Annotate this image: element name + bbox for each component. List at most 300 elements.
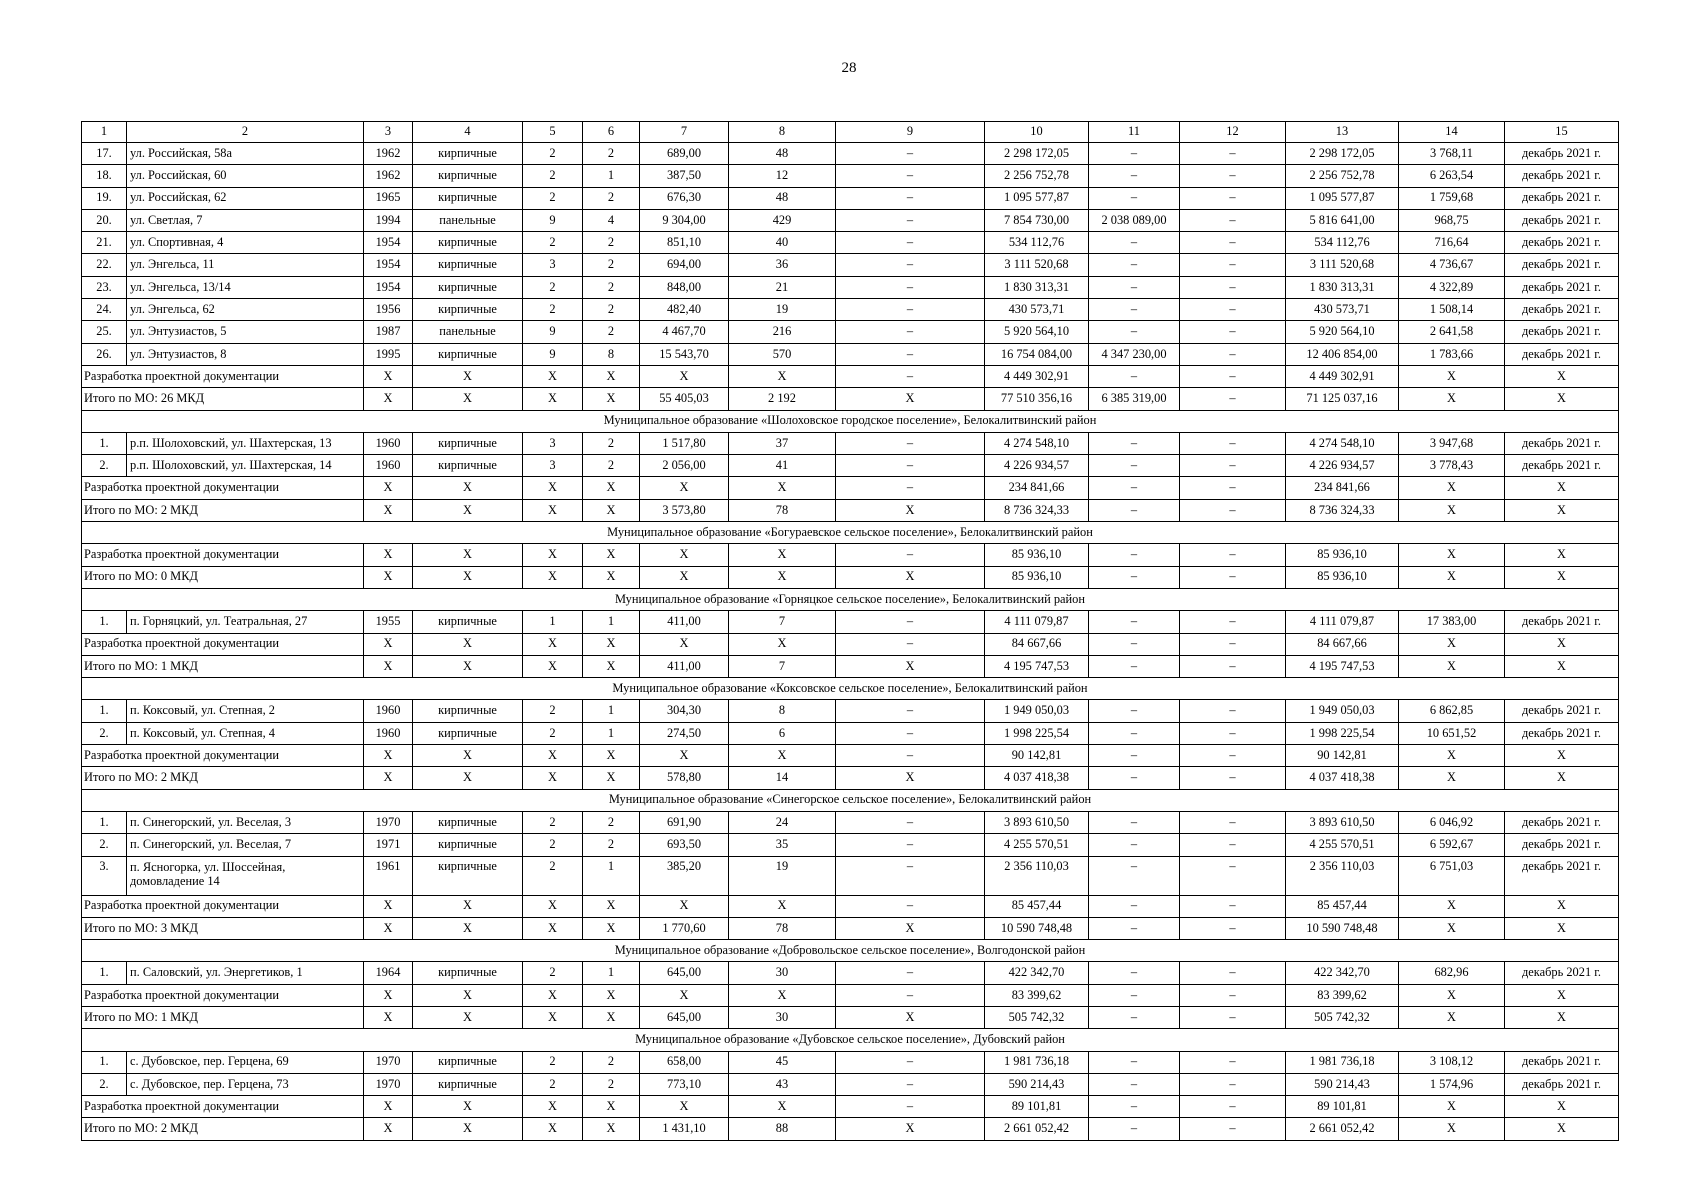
table-cell: 1962 <box>364 143 413 165</box>
table-cell: 4 449 302,91 <box>1286 365 1399 387</box>
table-cell: 2 <box>523 1051 583 1073</box>
table-cell: – <box>1180 499 1286 521</box>
table-cell: X <box>729 365 836 387</box>
table-cell: – <box>836 962 985 984</box>
table-cell: 2 056,00 <box>640 455 729 477</box>
table-cell: 30 <box>729 962 836 984</box>
table-cell: 90 142,81 <box>985 745 1089 767</box>
table-cell: 24. <box>82 299 127 321</box>
table-cell: – <box>1180 321 1286 343</box>
table-cell: 1 981 736,18 <box>985 1051 1089 1073</box>
table-cell: – <box>1180 811 1286 833</box>
table-cell: 430 573,71 <box>1286 299 1399 321</box>
column-number-header: 10 <box>985 122 1089 143</box>
table-cell: X <box>1505 388 1619 410</box>
table-cell: X <box>1505 917 1619 939</box>
table-cell: – <box>1180 365 1286 387</box>
table-cell: X <box>583 767 640 789</box>
table-cell: X <box>1505 1118 1619 1140</box>
table-cell: 422 342,70 <box>985 962 1089 984</box>
table-cell: 16 754 084,00 <box>985 343 1089 365</box>
address-cell: ул. Энгельса, 11 <box>127 254 364 276</box>
table-cell: X <box>1505 895 1619 917</box>
column-number-header: 11 <box>1089 122 1180 143</box>
table-cell: X <box>413 365 523 387</box>
table-cell: 694,00 <box>640 254 729 276</box>
table-cell: – <box>836 299 985 321</box>
table-cell: – <box>836 1073 985 1095</box>
table-cell: 88 <box>729 1118 836 1140</box>
table-cell: – <box>1089 187 1180 209</box>
table-cell: X <box>729 477 836 499</box>
table-cell: 85 936,10 <box>985 566 1089 588</box>
table-cell: X <box>523 633 583 655</box>
table-cell: 2 661 052,42 <box>985 1118 1089 1140</box>
table-cell: 4 274 548,10 <box>1286 432 1399 454</box>
summary-label: Итого по МО: 2 МКД <box>82 767 364 789</box>
table-cell: – <box>1089 254 1180 276</box>
table-cell: – <box>836 745 985 767</box>
table-cell: X <box>583 1118 640 1140</box>
table-cell: 2 661 052,42 <box>1286 1118 1399 1140</box>
table-cell: 1 998 225,54 <box>1286 722 1399 744</box>
table-cell: 505 742,32 <box>985 1006 1089 1028</box>
table-cell: 658,00 <box>640 1051 729 1073</box>
table-cell: 3 111 520,68 <box>1286 254 1399 276</box>
municipality-title: Муниципальное образование «Коксовское сельское поселение», Белокалитвинский район <box>82 678 1619 700</box>
address-cell: п. Синегорский, ул. Веселая, 3 <box>127 811 364 833</box>
table-cell: – <box>1089 611 1180 633</box>
table-cell: – <box>1180 343 1286 365</box>
table-cell: 1962 <box>364 165 413 187</box>
table-cell: 2 192 <box>729 388 836 410</box>
table-cell: X <box>583 499 640 521</box>
table-cell: 430 573,71 <box>985 299 1089 321</box>
table-cell: 2 <box>523 276 583 298</box>
table-cell: 5 920 564,10 <box>985 321 1089 343</box>
address-cell: п. Коксовый, ул. Степная, 4 <box>127 722 364 744</box>
table-cell: X <box>364 566 413 588</box>
table-cell: – <box>836 209 985 231</box>
table-cell: 6 385 319,00 <box>1089 388 1180 410</box>
table-cell: X <box>836 767 985 789</box>
table-cell: панельные <box>413 321 523 343</box>
table-cell: – <box>1089 1051 1180 1073</box>
table-cell: 422 342,70 <box>1286 962 1399 984</box>
table-cell: 590 214,43 <box>1286 1073 1399 1095</box>
table-cell: 590 214,43 <box>985 1073 1089 1095</box>
table-cell: – <box>836 432 985 454</box>
table-cell: 385,20 <box>640 856 729 895</box>
table-cell: X <box>413 895 523 917</box>
table-cell: X <box>523 984 583 1006</box>
table-cell: X <box>523 544 583 566</box>
table-cell: кирпичные <box>413 455 523 477</box>
table-cell: 83 399,62 <box>985 984 1089 1006</box>
table-cell: 234 841,66 <box>985 477 1089 499</box>
table-cell: – <box>1089 917 1180 939</box>
table-cell: 2 <box>523 232 583 254</box>
address-cell: п. Горняцкий, ул. Театральная, 27 <box>127 611 364 633</box>
table-cell: X <box>729 745 836 767</box>
table-cell: – <box>1089 276 1180 298</box>
table-cell: 2. <box>82 455 127 477</box>
table-cell: X <box>413 767 523 789</box>
summary-row <box>82 767 1619 789</box>
table-cell: декабрь 2021 г. <box>1505 343 1619 365</box>
table-cell: 4 255 570,51 <box>985 834 1089 856</box>
table-cell: X <box>1399 566 1505 588</box>
table-cell: 4 736,67 <box>1399 254 1505 276</box>
table-cell: 1 830 313,31 <box>1286 276 1399 298</box>
municipality-title: Муниципальное образование «Синегорское сельское поселение», Белокалитвинский район <box>82 789 1619 811</box>
table-cell: 19 <box>729 299 836 321</box>
table-cell: 1 759,68 <box>1399 187 1505 209</box>
table-cell: 7 <box>729 655 836 677</box>
table-row <box>82 1051 1619 1073</box>
table-cell: X <box>836 1118 985 1140</box>
table-cell: – <box>1180 917 1286 939</box>
table-cell: X <box>729 544 836 566</box>
table-cell: 7 <box>729 611 836 633</box>
table-cell: кирпичные <box>413 611 523 633</box>
table-cell: – <box>836 165 985 187</box>
table-cell: 682,96 <box>1399 962 1505 984</box>
table-cell: X <box>1505 1096 1619 1118</box>
summary-label: Итого по МО: 1 МКД <box>82 1006 364 1028</box>
table-cell: X <box>1399 365 1505 387</box>
table-cell: 1 <box>583 722 640 744</box>
municipality-title: Муниципальное образование «Добровольское сельское поселение», Волгодонской район <box>82 940 1619 962</box>
table-cell: 17 383,00 <box>1399 611 1505 633</box>
table-cell: 4 322,89 <box>1399 276 1505 298</box>
table-cell: декабрь 2021 г. <box>1505 1051 1619 1073</box>
address-cell: р.п. Шолоховский, ул. Шахтерская, 14 <box>127 455 364 477</box>
table-cell: 1 <box>523 611 583 633</box>
table-cell: – <box>1089 232 1180 254</box>
summary-label: Итого по МО: 2 МКД <box>82 499 364 521</box>
table-cell: – <box>1180 1051 1286 1073</box>
table-cell: 2 <box>523 143 583 165</box>
table-cell: X <box>413 544 523 566</box>
table-cell: 24 <box>729 811 836 833</box>
table-cell: декабрь 2021 г. <box>1505 165 1619 187</box>
table-cell: X <box>1399 633 1505 655</box>
address-cell: с. Дубовское, пер. Герцена, 69 <box>127 1051 364 1073</box>
address-cell: с. Дубовское, пер. Герцена, 73 <box>127 1073 364 1095</box>
table-cell: 37 <box>729 432 836 454</box>
table-cell: кирпичные <box>413 962 523 984</box>
table-cell: 1 574,96 <box>1399 1073 1505 1095</box>
table-row <box>82 432 1619 454</box>
table-cell: – <box>1180 187 1286 209</box>
table-cell: – <box>1089 165 1180 187</box>
summary-label: Разработка проектной документации <box>82 745 364 767</box>
table-cell: – <box>836 365 985 387</box>
table-cell: 48 <box>729 143 836 165</box>
table-cell: X <box>413 388 523 410</box>
table-cell: 645,00 <box>640 962 729 984</box>
table-cell: X <box>583 365 640 387</box>
column-number-row <box>82 122 1619 143</box>
table-cell: X <box>364 655 413 677</box>
table-row <box>82 611 1619 633</box>
table-cell: X <box>1505 655 1619 677</box>
table-cell: X <box>1505 365 1619 387</box>
table-cell: 411,00 <box>640 611 729 633</box>
table-cell: 274,50 <box>640 722 729 744</box>
table-cell: X <box>523 388 583 410</box>
address-cell: п. Коксовый, ул. Степная, 2 <box>127 700 364 722</box>
table-cell: кирпичные <box>413 811 523 833</box>
table-cell: X <box>640 566 729 588</box>
address-cell: п. Ясногорка, ул. Шоссейная, домовладение 14 <box>127 856 364 895</box>
table-row <box>82 700 1619 722</box>
column-number-header: 2 <box>127 122 364 143</box>
table-cell: X <box>1399 544 1505 566</box>
table-cell: 1954 <box>364 254 413 276</box>
table-cell: 10 590 748,48 <box>985 917 1089 939</box>
address-cell: ул. Энтузиастов, 8 <box>127 343 364 365</box>
table-cell: 9 <box>523 209 583 231</box>
table-row <box>82 254 1619 276</box>
table-cell: – <box>1180 388 1286 410</box>
section-header-row <box>82 789 1619 811</box>
table-cell: 676,30 <box>640 187 729 209</box>
table-cell: кирпичные <box>413 1073 523 1095</box>
table-cell: X <box>413 477 523 499</box>
table-cell: X <box>583 655 640 677</box>
table-cell: 3 573,80 <box>640 499 729 521</box>
table-cell: 20. <box>82 209 127 231</box>
summary-label: Разработка проектной документации <box>82 895 364 917</box>
table-cell: 851,10 <box>640 232 729 254</box>
table-cell: X <box>413 1118 523 1140</box>
municipality-title: Муниципальное образование «Богураевское сельское поселение», Белокалитвинский район <box>82 522 1619 544</box>
table-cell: X <box>364 365 413 387</box>
table-cell: 48 <box>729 187 836 209</box>
column-number-header: 3 <box>364 122 413 143</box>
table-cell: 1. <box>82 700 127 722</box>
table-cell: 85 936,10 <box>985 544 1089 566</box>
table-cell: – <box>836 343 985 365</box>
table-cell: X <box>640 1096 729 1118</box>
summary-label: Разработка проектной документации <box>82 1096 364 1118</box>
table-cell: X <box>364 917 413 939</box>
table-cell: 1. <box>82 1051 127 1073</box>
table-cell: 2 256 752,78 <box>1286 165 1399 187</box>
table-cell: X <box>1399 499 1505 521</box>
summary-label: Разработка проектной документации <box>82 365 364 387</box>
table-cell: X <box>640 477 729 499</box>
table-cell: кирпичные <box>413 343 523 365</box>
table-cell: 578,80 <box>640 767 729 789</box>
table-cell: 3 778,43 <box>1399 455 1505 477</box>
table-cell: 89 101,81 <box>985 1096 1089 1118</box>
table-cell: 1956 <box>364 299 413 321</box>
table-cell: – <box>836 232 985 254</box>
table-cell: кирпичные <box>413 856 523 895</box>
column-number-header: 5 <box>523 122 583 143</box>
column-number-header: 1 <box>82 122 127 143</box>
summary-row <box>82 984 1619 1006</box>
table-cell: 1. <box>82 962 127 984</box>
table-cell: 3 893 610,50 <box>985 811 1089 833</box>
table-cell: 6 046,92 <box>1399 811 1505 833</box>
table-cell: – <box>836 455 985 477</box>
table-cell: 3 111 520,68 <box>985 254 1089 276</box>
table-cell: 2. <box>82 834 127 856</box>
table-cell: X <box>583 1096 640 1118</box>
table-cell: – <box>836 254 985 276</box>
table-cell: 2 <box>583 834 640 856</box>
summary-label: Разработка проектной документации <box>82 477 364 499</box>
table-cell: 1 998 225,54 <box>985 722 1089 744</box>
table-cell: X <box>413 1006 523 1028</box>
table-cell: декабрь 2021 г. <box>1505 143 1619 165</box>
table-cell: X <box>583 544 640 566</box>
table-cell: 689,00 <box>640 143 729 165</box>
table-cell: – <box>1089 811 1180 833</box>
summary-row <box>82 388 1619 410</box>
table-cell: 40 <box>729 232 836 254</box>
municipality-title: Муниципальное образование «Дубовское сельское поселение», Дубовский район <box>82 1029 1619 1051</box>
table-cell: – <box>1180 1096 1286 1118</box>
table-row <box>82 856 1619 895</box>
table-cell: 2 256 752,78 <box>985 165 1089 187</box>
table-cell: 2 <box>583 143 640 165</box>
table-cell: 4 <box>583 209 640 231</box>
table-cell: 2 <box>523 811 583 833</box>
table-cell: 21 <box>729 276 836 298</box>
table-cell: 645,00 <box>640 1006 729 1028</box>
summary-row <box>82 1006 1619 1028</box>
page-number: 28 <box>841 60 857 76</box>
table-cell: декабрь 2021 г. <box>1505 611 1619 633</box>
table-row <box>82 209 1619 231</box>
column-number-header: 8 <box>729 122 836 143</box>
table-row <box>82 722 1619 744</box>
table-cell: X <box>364 633 413 655</box>
table-cell: 716,64 <box>1399 232 1505 254</box>
table-cell: декабрь 2021 г. <box>1505 321 1619 343</box>
table-cell: декабрь 2021 г. <box>1505 962 1619 984</box>
table-cell: 26. <box>82 343 127 365</box>
table-cell: – <box>1089 299 1180 321</box>
table-body <box>82 122 1619 1141</box>
table-cell: кирпичные <box>413 276 523 298</box>
address-cell: п. Саловский, ул. Энергетиков, 1 <box>127 962 364 984</box>
table-cell: 4 226 934,57 <box>985 455 1089 477</box>
table-cell: X <box>523 477 583 499</box>
table-cell: – <box>1180 276 1286 298</box>
table-cell: – <box>1089 365 1180 387</box>
section-header-row <box>82 522 1619 544</box>
table-cell: 1994 <box>364 209 413 231</box>
table-cell: декабрь 2021 г. <box>1505 722 1619 744</box>
table-cell: 10 590 748,48 <box>1286 917 1399 939</box>
table-cell: 4 255 570,51 <box>1286 834 1399 856</box>
table-cell: X <box>583 566 640 588</box>
summary-label: Итого по МО: 0 МКД <box>82 566 364 588</box>
summary-row <box>82 1118 1619 1140</box>
table-cell: 89 101,81 <box>1286 1096 1399 1118</box>
table-cell: декабрь 2021 г. <box>1505 276 1619 298</box>
table-cell: 71 125 037,16 <box>1286 388 1399 410</box>
table-cell: 2 <box>523 962 583 984</box>
summary-row <box>82 895 1619 917</box>
table-cell: декабрь 2021 г. <box>1505 700 1619 722</box>
table-cell: 2 038 089,00 <box>1089 209 1180 231</box>
table-cell: 1 <box>583 962 640 984</box>
table-cell: X <box>640 544 729 566</box>
table-cell: – <box>1180 544 1286 566</box>
table-cell: 848,00 <box>640 276 729 298</box>
table-cell: 1970 <box>364 1073 413 1095</box>
table-cell: декабрь 2021 г. <box>1505 254 1619 276</box>
address-cell: ул. Российская, 60 <box>127 165 364 187</box>
table-cell: X <box>523 745 583 767</box>
table-cell: 773,10 <box>640 1073 729 1095</box>
table-cell: 9 <box>523 343 583 365</box>
table-cell: 3. <box>82 856 127 895</box>
table-cell: X <box>1399 477 1505 499</box>
table-cell: – <box>1089 1118 1180 1140</box>
address-cell: ул. Российская, 62 <box>127 187 364 209</box>
address-cell: ул. Энтузиастов, 5 <box>127 321 364 343</box>
table-cell: – <box>836 611 985 633</box>
table-cell: 3 <box>523 455 583 477</box>
table-cell: 55 405,03 <box>640 388 729 410</box>
table-cell: 85 457,44 <box>1286 895 1399 917</box>
table-cell: X <box>1399 895 1505 917</box>
column-number-header: 9 <box>836 122 985 143</box>
section-header-row <box>82 410 1619 432</box>
table-cell: 1. <box>82 811 127 833</box>
table-cell: 12 <box>729 165 836 187</box>
table-cell: 2 <box>523 700 583 722</box>
table-cell: 2 298 172,05 <box>985 143 1089 165</box>
table-cell: 1 770,60 <box>640 917 729 939</box>
table-cell: X <box>364 388 413 410</box>
table-cell: декабрь 2021 г. <box>1505 299 1619 321</box>
table-cell: 4 467,70 <box>640 321 729 343</box>
table-cell: X <box>729 1096 836 1118</box>
table-cell: – <box>1180 299 1286 321</box>
table-cell: – <box>836 1051 985 1073</box>
table-cell: X <box>1505 984 1619 1006</box>
table-row <box>82 455 1619 477</box>
table-cell: X <box>1505 477 1619 499</box>
table-cell: 4 111 079,87 <box>1286 611 1399 633</box>
column-number-header: 15 <box>1505 122 1619 143</box>
column-number-header: 12 <box>1180 122 1286 143</box>
table-cell: 3 <box>523 432 583 454</box>
table-cell: 4 195 747,53 <box>985 655 1089 677</box>
table-cell: – <box>1180 633 1286 655</box>
table-cell: X <box>413 499 523 521</box>
table-cell: – <box>1180 655 1286 677</box>
table-cell: – <box>1180 895 1286 917</box>
table-cell: 2 <box>583 321 640 343</box>
table-cell: 304,30 <box>640 700 729 722</box>
table-cell: X <box>1399 745 1505 767</box>
table-cell: – <box>1180 165 1286 187</box>
table-cell: 4 347 230,00 <box>1089 343 1180 365</box>
table-cell: X <box>1505 633 1619 655</box>
table-cell: 3 947,68 <box>1399 432 1505 454</box>
table-cell: 2 641,58 <box>1399 321 1505 343</box>
